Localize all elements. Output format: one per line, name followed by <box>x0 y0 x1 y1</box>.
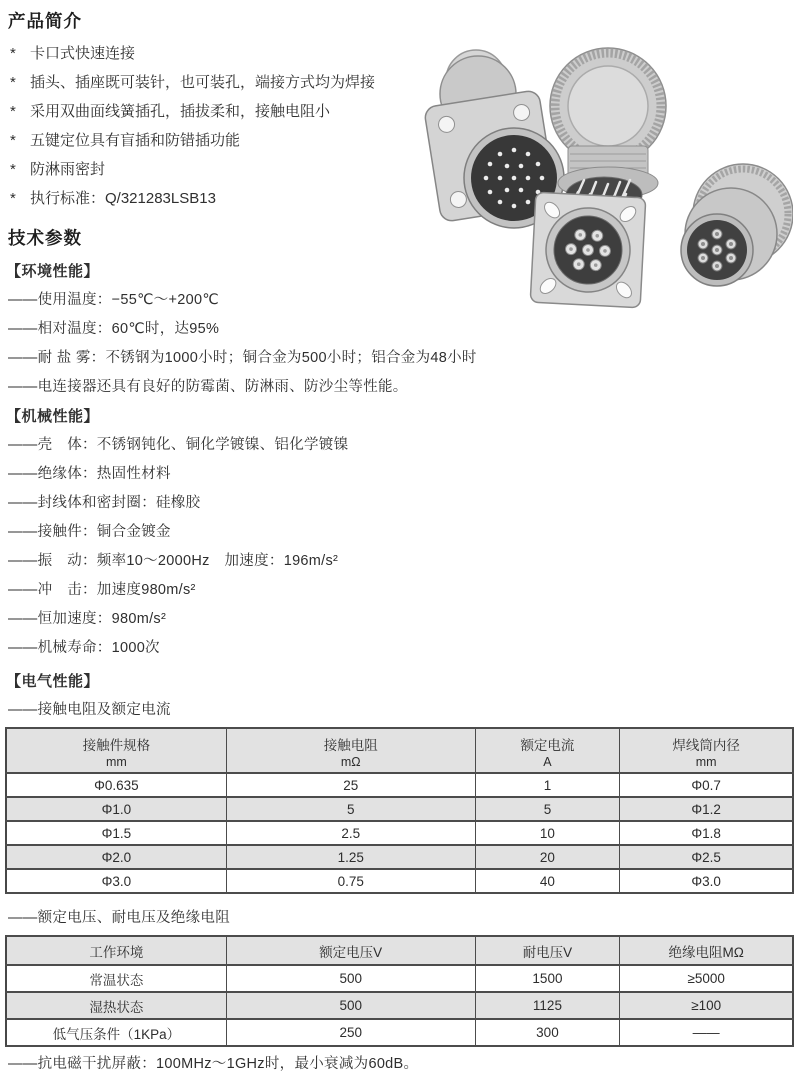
table-cell: 500 <box>226 992 475 1019</box>
table-header-cell <box>475 728 620 773</box>
asterisk-bullet-icon: * <box>10 74 16 91</box>
table-header-cell <box>6 728 226 773</box>
table-cell: Φ3.0 <box>6 869 226 893</box>
asterisk-bullet-icon: * <box>10 132 16 149</box>
tech-title: 技术参数 <box>8 228 82 248</box>
emi-shielding-note: ——抗电磁干扰屏蔽：100MHz～1GHz时，最小衰减为60dB。 <box>8 1056 419 1072</box>
table-cell: Φ2.5 <box>620 845 793 869</box>
table-header-cell: 工作环境 <box>6 936 226 965</box>
asterisk-bullet-icon: * <box>10 190 16 207</box>
mech-item: ——壳 体：不锈钢钝化、铜化学镀镍、铝化学镀镍 <box>8 437 349 453</box>
feature-text: 五键定位具有盲插和防错插功能 <box>30 132 241 149</box>
connector-bottom-flange <box>530 192 646 308</box>
table-cell: 40 <box>475 869 620 893</box>
contact-resistance-current-table <box>5 727 794 894</box>
mech-item: ——恒加速度：980m/s² <box>8 611 167 627</box>
mech-item: ——振 动：频率10～2000Hz 加速度：196m/s² <box>8 553 339 569</box>
feature-text: 插头、插座既可装针，也可装孔，端接方式均为焊接 <box>30 74 376 91</box>
table-cell: ≥100 <box>620 992 793 1019</box>
asterisk-bullet-icon: * <box>10 161 16 178</box>
header-unit: mΩ <box>340 754 361 769</box>
intro-title: 产品简介 <box>8 11 82 31</box>
env-item: ——电连接器还具有良好的防霉菌、防淋雨、防沙尘等性能。 <box>8 379 408 395</box>
table-cell: 1.25 <box>226 845 475 869</box>
table-cell: Φ1.8 <box>620 821 793 845</box>
env-item: ——相对温度：60℃时，达95% <box>8 321 220 337</box>
product-photo-illustration <box>408 28 793 310</box>
table-cell: 1125 <box>475 992 620 1019</box>
table-cell: 2.5 <box>226 821 475 845</box>
table-row <box>6 869 793 893</box>
header-unit: mm <box>106 754 127 769</box>
table-cell: ≥5000 <box>620 965 793 992</box>
table-cell: 300 <box>475 1019 620 1046</box>
connector-right-plug <box>681 164 793 286</box>
feature-text: 防淋雨密封 <box>30 161 106 178</box>
table-row <box>6 965 793 992</box>
header-label: 接触电阻 <box>323 737 378 753</box>
table-cell: Φ1.0 <box>6 797 226 821</box>
env-item: ——使用温度：−55℃～+200℃ <box>8 292 219 308</box>
table-cell: 10 <box>475 821 620 845</box>
mech-item: ——绝缘体：热固性材料 <box>8 466 171 482</box>
connectors-photo-svg <box>408 28 793 310</box>
table-cell: 250 <box>226 1019 475 1046</box>
table-header-cell <box>620 728 793 773</box>
table-cell: Φ1.2 <box>620 797 793 821</box>
table-cell: 0.75 <box>226 869 475 893</box>
table-row <box>6 1019 793 1046</box>
table-cell: —— <box>620 1019 793 1046</box>
header-label: 接触件规格 <box>82 737 151 753</box>
table-header-cell: 耐电压V <box>475 936 620 965</box>
mech-item: ——机械寿命：1000次 <box>8 640 160 656</box>
table-row <box>6 992 793 1019</box>
table-header-cell: 绝缘电阻MΩ <box>620 936 793 965</box>
table-cell: 湿热状态 <box>6 992 226 1019</box>
table-cell: 25 <box>226 773 475 797</box>
table-cell: Φ1.5 <box>6 821 226 845</box>
table2-intro: ——额定电压、耐电压及绝缘电阻 <box>8 910 230 926</box>
mech-item: ——冲 击：加速度980m/s² <box>8 582 196 598</box>
table-cell: 低气压条件（1KPa） <box>6 1019 226 1046</box>
table-cell: 500 <box>226 965 475 992</box>
table-row <box>6 845 793 869</box>
table-row <box>6 773 793 797</box>
feature-text: 卡口式快速连接 <box>30 45 136 62</box>
table-header-row <box>6 728 793 773</box>
table-cell: Φ3.0 <box>620 869 793 893</box>
header-unit: A <box>543 754 552 769</box>
table-cell: Φ0.635 <box>6 773 226 797</box>
env-section-heading: 【环境性能】 <box>6 263 100 280</box>
header-label: 额定电流 <box>520 737 575 753</box>
table-header-row <box>6 936 793 965</box>
table-cell: 1500 <box>475 965 620 992</box>
table-cell: 5 <box>226 797 475 821</box>
table-row <box>6 821 793 845</box>
header-unit: mm <box>695 754 717 769</box>
header-label: 焊线筒内径 <box>672 737 740 753</box>
table-header-cell <box>226 728 475 773</box>
table-header-cell: 额定电压V <box>226 936 475 965</box>
elec-section-heading: 【电气性能】 <box>6 673 100 690</box>
env-item: ——耐 盐 雾：不锈钢为1000小时；铜合金为500小时；铝合金为48小时 <box>8 350 477 366</box>
mech-item: ——封线体和密封圈：硅橡胶 <box>8 495 201 511</box>
feature-text: 执行标准：Q/321283LSB13 <box>30 190 216 207</box>
table-cell: 5 <box>475 797 620 821</box>
mech-section-heading: 【机械性能】 <box>6 408 100 425</box>
table1-intro: ——接触电阻及额定电流 <box>8 702 171 718</box>
feature-text: 采用双曲面线簧插孔，插拔柔和，接触电阻小 <box>30 103 331 120</box>
mech-item: ——接触件：铜合金镀金 <box>8 524 171 540</box>
table-cell: Φ0.7 <box>620 773 793 797</box>
asterisk-bullet-icon: * <box>10 103 16 120</box>
table-row <box>6 797 793 821</box>
table-cell: 常温状态 <box>6 965 226 992</box>
voltage-insulation-table <box>5 935 794 1047</box>
table-cell: 1 <box>475 773 620 797</box>
asterisk-bullet-icon: * <box>10 45 16 62</box>
table-cell: Φ2.0 <box>6 845 226 869</box>
table-cell: 20 <box>475 845 620 869</box>
